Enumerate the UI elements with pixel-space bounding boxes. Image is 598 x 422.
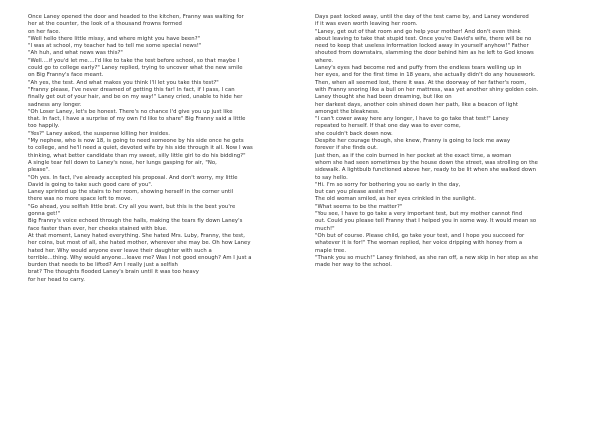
- text-line: with Franny snoring like a bull on her mattress, was yet another shiny golden coin.: [315, 86, 539, 93]
- text-line: "What seems to be the matter?": [315, 203, 403, 210]
- text-line: Laney sprinted up the stairs to her room, showing herself in the corner until: [28, 189, 234, 196]
- text-line: The old woman smiled, as her eyes crinkled in the sunlight.: [315, 196, 476, 203]
- text-line: her darkest days, another coin shined down her path, like a beacon of light: [315, 101, 519, 108]
- text-line: where.: [315, 57, 334, 64]
- text-line: "Ah yes, the test. And what makes you think I'll let you take this test?": [28, 79, 219, 86]
- left-page: [28, 14, 290, 284]
- text-line: could go to college early?" Laney replied, trying to uncover what the new smile: [28, 65, 243, 72]
- text-line: "Yes?" Laney asked, the suspense killing her insides.: [28, 130, 170, 137]
- text-line: whatever it is for!" The woman replied, her voice dripping with honey from a: [315, 240, 523, 247]
- text-line: her at the counter, the look of a thousand frowns formed: [28, 21, 182, 28]
- text-line: made her way to the school.: [315, 262, 392, 269]
- text-line: there was no more space left to move.: [28, 196, 133, 203]
- text-line: "Laney, get out of that room and go help your mother! And don't even think: [315, 28, 521, 35]
- text-line: "Oh but of course. Please child, go take your test, and I hope you succeed for: [315, 232, 525, 239]
- text-line: "Ah huh, and what news was this?": [28, 50, 123, 57]
- text-line: maple tree.: [315, 247, 347, 254]
- text-line: David is going to take such good care of you".: [28, 181, 153, 188]
- text-line: Laney's eyes had become red and puffy from the endless tears welling up in: [315, 65, 522, 72]
- text-line: Big Franny's voice echoed through the halls, making the tears fly down Laney's: [28, 218, 243, 225]
- text-line: A single tear fell down to Laney's nose, her lungs gasping for air, "No,: [28, 159, 217, 166]
- text-line: "I was at school, my teacher had to tell me some special news!": [28, 43, 202, 50]
- text-line: shouted from downstairs, slamming the door behind him as he left to God knows: [315, 50, 534, 57]
- text-line: Days past locked away, until the day of the test came by, and Laney wondered: [315, 14, 529, 20]
- text-line: whom she had seen sometimes by the house down the street, was strolling on the: [315, 159, 538, 166]
- text-line: amongst the bleakness.: [315, 108, 380, 115]
- text-line: "Franny please, I've never dreamed of getting this far! In fact, if I pass, I can: [28, 86, 235, 93]
- text-line: "I can't cower away here any longer, I have to go take that test!" Laney: [315, 116, 509, 123]
- text-line: hated her. Why would anyone ever leave their daughter with such a: [28, 247, 212, 254]
- text-line: her coins, but most of all, she hated mother, wherever she may be. Oh how Laney: [28, 240, 251, 247]
- text-line: At that moment, Laney hated everything. She hated Mrs. Luby, Franny, the test,: [28, 232, 245, 239]
- text-line: Laney thought she had been dreaming, but like on: [315, 94, 452, 101]
- text-line: "Oh Loser Laney, let's be honest. There's no chance I'd give you up just like: [28, 108, 233, 115]
- text-line: "My nephew, who is now 18, is going to need someone by his side once he gets: [28, 138, 244, 145]
- text-line: she couldn't back down now.: [315, 130, 393, 137]
- text-line: forever if she finds out.: [315, 145, 378, 152]
- text-line: on her face.: [28, 28, 61, 35]
- text-line: Then, when all seemed lost, there it was. At the doorway of her father's room,: [315, 79, 527, 86]
- text-line: if it was even worth leaving her room.: [315, 21, 418, 28]
- text-line: for her head to carry.: [28, 276, 85, 283]
- text-line: "Thank you so much!" Laney finished, as she ran off, a new skip in her step as she: [315, 254, 539, 261]
- text-line: brat? The thoughts flooded Laney's brain until it was too heavy: [28, 269, 199, 276]
- right-page: [315, 14, 577, 269]
- text-line: terrible...thing. Why would anyone...leave me? Was I not good enough? Am I just a: [28, 254, 252, 261]
- text-line: "Oh yes. In fact, I've already accepted his proposal. And don't worry, my little: [28, 174, 238, 181]
- text-line: burden that needs to be lifted? Am I really just a selfish: [28, 262, 178, 269]
- text-line: "Well hello there little missy, and where might you have been?": [28, 35, 201, 42]
- text-line: Just then, as if the coin burned in her pocket at the exact time, a woman: [315, 152, 512, 159]
- text-line: Once Laney opened the door and headed to the kitchen, Franny was waiting for: [28, 14, 244, 20]
- text-line: "Well....if you'd let me....I'd like to take the test before school, so that maybe I: [28, 57, 240, 64]
- text-line: need to keep that useless information locked away in yourself anyhow!" Father: [315, 43, 529, 50]
- text-line: please".: [28, 167, 50, 174]
- text-line: out. Could you please tell Franny that I helped you in some way. It would mean so: [315, 218, 537, 225]
- text-line: "You see, I have to go take a very important test, but my mother cannot find: [315, 211, 523, 218]
- text-line: gonna get!": [28, 211, 61, 218]
- text-line: finally get out of your hair, and be on my way!" Laney cried, unable to hide her: [28, 94, 243, 101]
- text-line: her eyes, and for the first time in 18 years, she actually didn't do any housework.: [315, 72, 536, 79]
- text-line: but can you please assist me?: [315, 189, 397, 196]
- text-line: that. In fact, I have a surprise of my own I'd like to share" Big Franny said a little: [28, 116, 246, 123]
- text-line: sidewalk. A lightbulb functioned above her, ready to be lit when she walked down: [315, 167, 536, 174]
- text-line: "Hi. I'm so sorry for bothering you so early in the day,: [315, 181, 461, 188]
- text-line: to say hello.: [315, 174, 348, 181]
- text-line: "Go ahead, you selfish little brat. Cry all you want, but this is the best you're: [28, 203, 236, 210]
- text-line: on Big Franny's face meant.: [28, 72, 104, 79]
- text-line: too happily.: [28, 123, 60, 130]
- text-line: repeated to herself. If that one day was to ever come,: [315, 123, 461, 130]
- text-line: thinking, what better candidate than my sweet, silly little girl to do his bidding?": [28, 152, 246, 159]
- text-line: sadness any longer.: [28, 101, 82, 108]
- text-line: Despite her courage though, she knew, Franny is going to lock me away: [315, 138, 511, 145]
- text-line: face faster than ever, her cheeks stained with blue.: [28, 225, 168, 232]
- text-line: much!": [315, 225, 335, 232]
- text-line: about leaving to take that stupid test. Once you're David's wife, there will be no: [315, 35, 532, 42]
- text-line: to college, and he'll need a quiet, devoted wife by his side through it all. Now I was: [28, 145, 253, 152]
